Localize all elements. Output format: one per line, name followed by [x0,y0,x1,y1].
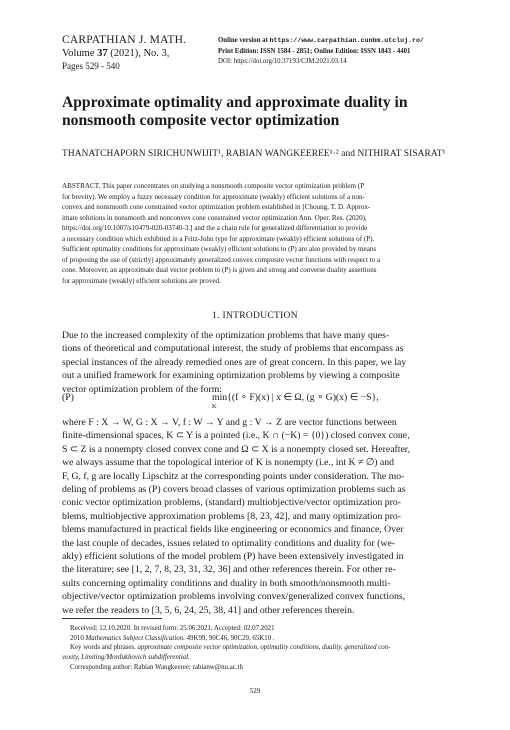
intro-paragraph-2: where F : X → W, G : X → V, f : W → Y and g : V → Z are vector functions between finite-dimensional spaces, K ⊂ Y is a pointed (i.e., K ∩ (−K) = {0}) closed convex cone, S ⊂ Z is a nonempty closed convex cone and Ω ⊂ X is a nonempty closed set. Hereafter, we always assume that the topological interior of K is nonempty (i.e., int K ≠ ∅) and F, G, f, g are locally Lipschitz at the corresponding points under consideration. The mo- deling of problems as (P) covers broad classes of various optimization problems such as conic vector optimization problems, (standard) multiobjective/vector optimization pro- blems, multiobjective approximation problems [8, 23, 42], and many optimization pro- blems manufactured in practical fields like engineering or economics and finance, Over the last couple of decades, issues related to optimality conditions and duality for (we- akly) efficient solutions of the model problem (P) have been extensively investigated in the literature; see [1, 2, 7, 8, 23, 31, 32, 36] and other references therein. For other re- sults concerning optimality conditions and duality in both smooth/nonsmooth multi- objective/vector optimization problems involving convex/generalized convex functions, we refer the readers to [3, 5, 6, 24, 25, 38, 41] and other references therein. [62,417,411,616]
online-url-link[interactable]: https://www.carpathian.cunbm.utcluj.ro/ [269,37,424,44]
keywords: Key words and phrases. approximate composite vector optimization, optimality conditions, duality, generalized con- [70,644,391,652]
journal-info [62,34,212,73]
volume-line: Volume 37 (2021), No. 3, [62,48,170,59]
journal-name: CARPATHIAN J. MATH. [62,34,187,46]
page-number: 529 [249,687,261,695]
equation-formula: min{(f ∘ F)(x) | x ∈ Ω, (g ∘ G)(x) ∈ −S}, [212,392,379,403]
page-range: Pages 529 - 540 [62,61,120,71]
corresponding-author: Corresponding author: Rabian Wangkeeree; rabianw@nu.ac.th [70,663,243,671]
section-heading: 1. INTRODUCTION [212,311,298,321]
footnote-divider [62,618,162,619]
abstract: ABSTRACT. This paper concentrates on studying a nonsmooth composite vector optimization problem (P for brevity). We employ a fuzzy necessary condition for approximate (weakly) efficient solutions of a non- convex and nonsmooth cone constrained vector optimization problem established in [Choung, T. D. Approx- imate solutions in nonsmooth and nonconvex cone constrained vector optimization Ann. Oper. Res. (2020), https://doi.org/10.1007/s10479-020-03740-3.] and the a chain rule for generalized differentiation to provide a necessary condition which exhibited in a Fritz-John type for approximate (weakly) efficient solutions of (P). Sufficient optimality conditions for approximate (weakly) efficient solutions to (P) are also provided by means of proposing the use of (strictly) approximately generalized convex composite vector functions with respect to a cone. Moreover, an approximate dual vector problem to (P) is given and strong and converse duality assertions for approximate (weakly) efficient solutions are proved. [62,181,466,286]
msc-classification: 2010 Mathematics Subject Classification. 49K99, 90C46, 90C29, 65K10 . [70,634,275,642]
publication-info [218,36,458,68]
doi-line: DOI: https://doi.org/10.37193/CJM.2021.03.14 [218,58,347,65]
doi-reference-link: https://doi.org/10.1007/s10479-020-03740-3.] and the a chain rule for generalized differentiation to provide [62,224,368,233]
online-version: Online version at https://www.carpathian.cunbm.utcluj.ro/ [218,37,424,44]
author-list: THANATCHAPORN SIRICHUNWIJIT¹, RABIAN WANGKEEREE¹·² and NITHIRAT SISARAT¹ [62,149,446,159]
problem-equation [62,392,466,412]
equation-subscript: K [212,403,217,410]
received-dates: Received: 12.10.2020. In revised form: 25.06.2021. Accepted: 02.07.2021 [70,625,275,632]
keywords-continued: vexity, Limiting/Mordukhovich subdifferential. [62,654,190,662]
equation-label: (P) [62,392,74,403]
paper-title: Approximate optimality and approximate duality in nonsmooth composite vector optimization [62,94,408,129]
footnotes [62,624,466,673]
intro-paragraph-1: Due to the increased complexity of the optimization problems that have many ques- tions of theoretical and computational interest, the study of problems that encompass as special instances of the already remedied ones are of great concern. In this paper, we lay out a unified framework for examining optimization problems by viewing a composite vector optimization problem of the form: [62,330,407,395]
issn-line: Print Edition: ISSN 1584 - 2851; Online Edition: ISSN 1843 - 4401 [218,47,411,55]
